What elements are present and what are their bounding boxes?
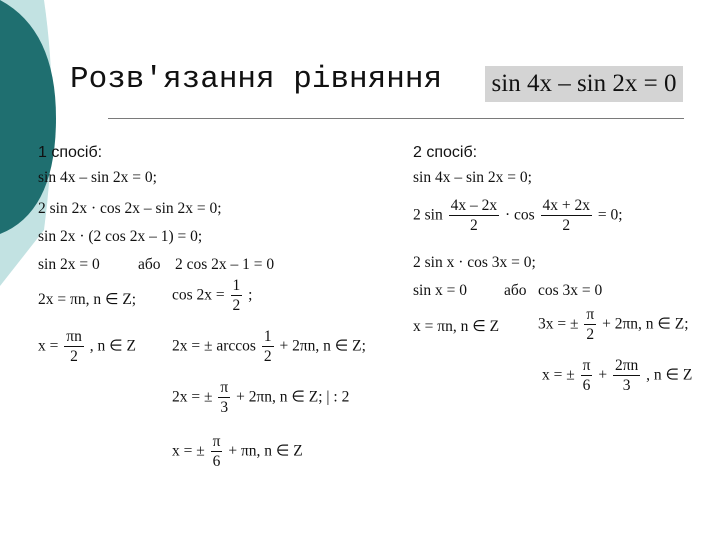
title-equation: sin 4x – sin 2x = 0 xyxy=(485,66,683,102)
method1-heading: 1 спосіб: xyxy=(38,144,103,161)
method1-case-a-step2: x = $\frac{\pi n}{2}$ , n ∈ Z xyxy=(38,328,136,365)
method1-case-b-step2: 2x = ± arccos $\frac{1}{2}$ + 2πn, n ∈ Z; xyxy=(172,328,366,365)
title-divider xyxy=(108,118,684,119)
method1-case-a-step1: 2x = πn, n ∈ Z; xyxy=(38,291,137,308)
method1-case-b-eq: 2 cos 2x – 1 = 0 xyxy=(175,256,275,273)
method2-or: або xyxy=(504,282,527,299)
method2-line1: sin 4x – sin 2x = 0; xyxy=(413,169,532,186)
method2-line3: 2 sin x · cos 3x = 0; xyxy=(413,254,536,271)
method1-line3: sin 2x · (2 cos 2x – 1) = 0; xyxy=(38,228,203,245)
method1-case-b-step1: cos 2x = $\frac{1}{2}$ ; xyxy=(172,277,253,314)
method1-or: або xyxy=(138,256,161,273)
method2-case-b-step1: 3x = ± $\frac{\pi}{2}$ + 2πn, n ∈ Z; xyxy=(538,306,689,343)
method1-case-a-eq: sin 2x = 0 xyxy=(38,256,100,273)
method2-case-b-eq: cos 3x = 0 xyxy=(538,282,603,299)
method2-case-b-step2: x = ± $\frac{\pi}{6}$ + $\frac{2\pi n}{3}$ , n ∈ Z xyxy=(542,357,693,394)
method2-heading: 2 спосіб: xyxy=(413,144,478,161)
method1-case-b-step3: 2x = ± $\frac{\pi}{3}$ + 2πn, n ∈ Z; | : 2 xyxy=(172,379,350,416)
method1-case-b-step4: x = ± $\frac{\pi}{6}$ + πn, n ∈ Z xyxy=(172,433,303,470)
method2-case-a-sol: x = πn, n ∈ Z xyxy=(413,318,500,335)
method2-case-a-eq: sin x = 0 xyxy=(413,282,467,299)
slide-title: Розв'язання рівняння xyxy=(70,62,443,97)
method2-line2: 2 sin $\frac{4x - 2x}{2}$ · cos $\frac{4x + 2x}{2}$ = 0; xyxy=(413,197,623,234)
method1-line1: sin 4x – sin 2x = 0; xyxy=(38,169,157,186)
method1-line2: 2 sin 2x · cos 2x – sin 2x = 0; xyxy=(38,200,222,217)
